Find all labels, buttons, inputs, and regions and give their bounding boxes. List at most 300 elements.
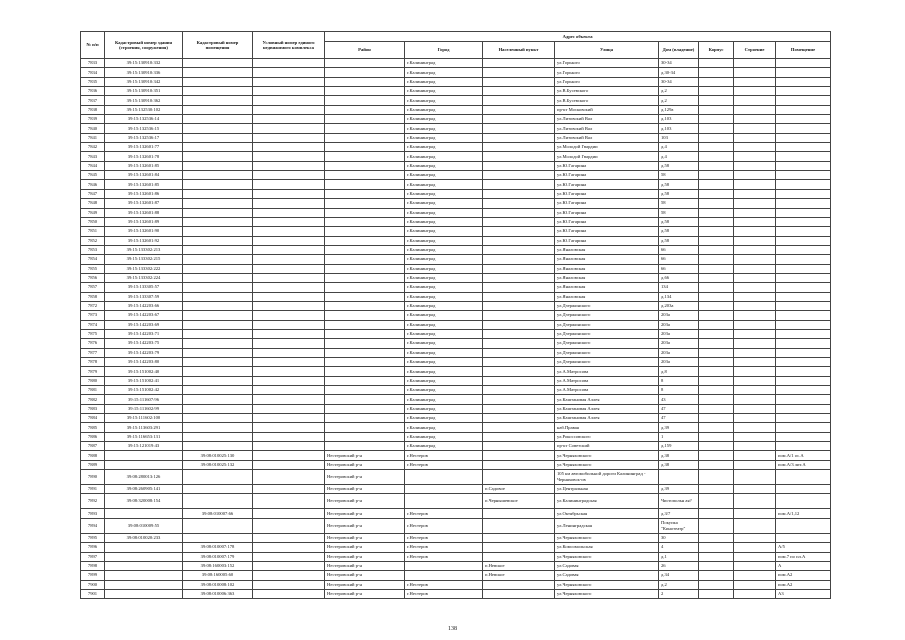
street-cell: ул.Черняховского [555,460,659,469]
cad-room-cell [183,227,253,236]
korpus-cell [699,283,734,292]
korpus-cell [699,552,734,561]
cad-building-cell: 39:15:151002:42 [105,386,183,395]
street-cell: ул.Литовский Вал [555,133,659,142]
table-row [81,414,831,423]
cad-building-cell [105,509,183,518]
street-cell: ул.Горького [555,77,659,86]
table-row [81,518,831,533]
settlement-cell [483,124,555,133]
district-cell [325,152,405,161]
settlement-cell [483,358,555,367]
district-cell [325,245,405,254]
cad-room-cell [183,152,253,161]
cond-complex-cell [253,245,325,254]
room-cell [776,115,831,124]
cad-room-cell [183,358,253,367]
row-num-cell: 7888 [81,451,105,460]
header-district: Район [325,42,405,59]
cond-complex-cell [253,543,325,552]
settlement-cell [483,161,555,170]
cad-building-cell: 39:15:142203:79 [105,348,183,357]
building-cell [734,571,776,580]
korpus-cell [699,77,734,86]
header-num: № п/п [81,32,105,59]
building-cell [734,115,776,124]
street-cell: ул.Ю.Гагарина [555,227,659,236]
cond-complex-cell [253,255,325,264]
row-num-cell: 7884 [81,414,105,423]
cad-building-cell: 39:15:130910:362 [105,96,183,105]
table-row [81,580,831,589]
cond-complex-cell [253,236,325,245]
table-row [81,589,831,598]
korpus-cell [699,367,734,376]
cad-building-cell [105,580,183,589]
cad-building-cell: 39:15:132601:77 [105,143,183,152]
street-cell: ул.А.Матросова [555,386,659,395]
district-cell: Нестеровский р-н [325,571,405,580]
building-cell [734,96,776,105]
row-num-cell: 7838 [81,105,105,114]
street-cell: ул.А.Матросова [555,367,659,376]
city-cell: г.Калининград [405,273,483,282]
city-cell: г.Калининград [405,329,483,338]
korpus-cell [699,143,734,152]
korpus-cell [699,533,734,542]
cad-room-cell [183,533,253,542]
building-cell [734,320,776,329]
room-cell [776,236,831,245]
settlement-cell [483,518,555,533]
city-cell: г.Калининград [405,423,483,432]
cad-building-cell: 39:15:133302:224 [105,273,183,282]
house-cell: 26 [659,561,699,570]
cond-complex-cell [253,227,325,236]
settlement-cell [483,245,555,254]
cad-room-cell [183,264,253,273]
cad-building-cell: 39:15:111602:99 [105,404,183,413]
district-cell [325,115,405,124]
district-cell [325,273,405,282]
house-cell: 30-34 [659,59,699,68]
settlement-cell [483,533,555,542]
korpus-cell [699,87,734,96]
cad-room-cell [183,96,253,105]
building-cell [734,199,776,208]
cad-room-cell: 39:08:010007:66 [183,509,253,518]
cond-complex-cell [253,509,325,518]
cad-room-cell: 39:08:160003:152 [183,561,253,570]
building-cell [734,348,776,357]
building-cell [734,367,776,376]
cond-complex-cell [253,189,325,198]
settlement-cell [483,339,555,348]
row-num-cell: 7875 [81,329,105,338]
cad-building-cell: 39:15:132601:85 [105,180,183,189]
district-cell [325,414,405,423]
cad-room-cell: 39:08:010007:178 [183,543,253,552]
building-cell [734,208,776,217]
house-cell: д.2 [659,87,699,96]
city-cell: г.Калининград [405,124,483,133]
room-cell [776,264,831,273]
house-cell: д.34 [659,571,699,580]
korpus-cell [699,255,734,264]
room-cell [776,339,831,348]
korpus-cell [699,339,734,348]
cad-building-cell: 39:15:132601:78 [105,152,183,161]
room-cell [776,386,831,395]
room-cell: пом.А/1,12 [776,509,831,518]
room-cell [776,395,831,404]
district-cell [325,395,405,404]
city-cell: г.Калининград [405,143,483,152]
street-cell: ул.Литовский Вал [555,115,659,124]
street-cell: ул.Ю.Гагарина [555,189,659,198]
table-row [81,460,831,469]
korpus-cell [699,311,734,320]
city-cell: г.Калининград [405,442,483,451]
cad-room-cell: 39:08:010025:130 [183,451,253,460]
room-cell: А [776,561,831,570]
house-cell: д.129а [659,105,699,114]
room-cell [776,87,831,96]
settlement-cell [483,460,555,469]
korpus-cell [699,358,734,367]
table-row [81,171,831,180]
cond-complex-cell [253,292,325,301]
city-cell: г.Калининград [405,432,483,441]
cad-room-cell [183,171,253,180]
cad-room-cell [183,236,253,245]
room-cell [776,217,831,226]
cad-building-cell: 39:15:142203:75 [105,339,183,348]
building-cell [734,460,776,469]
row-num-cell: 7900 [81,580,105,589]
building-cell [734,395,776,404]
cad-building-cell [105,589,183,598]
table-row [81,189,831,198]
room-cell [776,133,831,142]
cad-room-cell [183,301,253,310]
table-row [81,59,831,68]
cond-complex-cell [253,152,325,161]
building-cell [734,217,776,226]
settlement-cell: п.Невское [483,561,555,570]
table-row [81,395,831,404]
cond-complex-cell [253,485,325,494]
korpus-cell [699,124,734,133]
street-cell: ул.А.Матросова [555,376,659,385]
header-street: Улица [555,42,659,59]
district-cell [325,180,405,189]
settlement-cell [483,376,555,385]
cond-complex-cell [253,423,325,432]
cad-room-cell [183,470,253,485]
row-num-cell: 7853 [81,245,105,254]
korpus-cell [699,485,734,494]
cad-building-cell: 39:15:142203:71 [105,329,183,338]
cond-complex-cell [253,133,325,142]
building-cell [734,386,776,395]
row-num-cell: 7874 [81,320,105,329]
korpus-cell [699,460,734,469]
row-num-cell: 7842 [81,143,105,152]
cond-complex-cell [253,348,325,357]
korpus-cell [699,414,734,423]
cond-complex-cell [253,301,325,310]
room-cell [776,245,831,254]
korpus-cell [699,208,734,217]
district-cell [325,77,405,86]
city-cell: г.Нестеров [405,533,483,542]
room-cell [776,77,831,86]
korpus-cell [699,152,734,161]
city-cell: г.Калининград [405,161,483,170]
cad-building-cell: 39:15:132601:89 [105,217,183,226]
district-cell [325,105,405,114]
city-cell: г.Калининград [405,217,483,226]
table-row [81,124,831,133]
district-cell [325,423,405,432]
city-cell [405,485,483,494]
house-cell: 66 [659,255,699,264]
district-cell: Нестеровский р-н [325,494,405,509]
building-cell [734,329,776,338]
cad-room-cell [183,199,253,208]
korpus-cell [699,59,734,68]
table-row [81,339,831,348]
cond-complex-cell [253,386,325,395]
korpus-cell [699,171,734,180]
cond-complex-cell [253,395,325,404]
district-cell: Нестеровский р-н [325,509,405,518]
korpus-cell [699,543,734,552]
room-cell [776,283,831,292]
building-cell [734,255,776,264]
room-cell [776,96,831,105]
cad-room-cell [183,245,253,254]
header-building: Строение [734,42,776,59]
room-cell [776,432,831,441]
cond-complex-cell [253,320,325,329]
city-cell: г.Калининград [405,115,483,124]
room-cell [776,273,831,282]
house-cell: 2 [659,589,699,598]
street-cell: ул.Ю.Гагарина [555,161,659,170]
settlement-cell [483,152,555,161]
table-row [81,105,831,114]
cad-room-cell: 39:08:010008:102 [183,580,253,589]
cad-room-cell [183,255,253,264]
cad-room-cell [183,180,253,189]
street-cell: ул.Каштановая Аллея [555,414,659,423]
city-cell: г.Калининград [405,87,483,96]
row-num-cell: 7833 [81,59,105,68]
room-cell [776,376,831,385]
row-num-cell: 7857 [81,283,105,292]
settlement-cell [483,105,555,114]
cad-room-cell: 39:08:160005:60 [183,571,253,580]
cond-complex-cell [253,561,325,570]
room-cell [776,311,831,320]
cad-room-cell [183,283,253,292]
street-cell: ул.Ю.Гагарина [555,199,659,208]
house-cell: 30-34 [659,77,699,86]
house-cell: д.2 [659,580,699,589]
street-cell: ул.Яналовская [555,283,659,292]
cad-building-cell: 39:15:142203:80 [105,358,183,367]
street-cell: ул.Октябрьская [555,509,659,518]
city-cell: г.Калининград [405,208,483,217]
settlement-cell [483,208,555,217]
cond-complex-cell [253,161,325,170]
city-cell: г.Калининград [405,245,483,254]
building-cell [734,301,776,310]
district-cell: Нестеровский р-н [325,518,405,533]
city-cell [405,561,483,570]
house-cell: д.159 [659,442,699,451]
cad-room-cell [183,87,253,96]
district-cell [325,348,405,357]
building-cell [734,589,776,598]
cond-complex-cell [253,552,325,561]
table-row [81,208,831,217]
street-cell: пр-кт Советский [555,442,659,451]
cond-complex-cell [253,329,325,338]
district-cell [325,404,405,413]
settlement-cell [483,329,555,338]
cad-room-cell: 39:08:010006:363 [183,589,253,598]
cad-building-cell: 39:15:130910:336 [105,68,183,77]
settlement-cell [483,414,555,423]
table-row [81,367,831,376]
street-cell: ул.Ю.Гагарина [555,236,659,245]
row-num-cell: 7850 [81,217,105,226]
settlement-cell [483,96,555,105]
cad-room-cell [183,133,253,142]
district-cell [325,283,405,292]
district-cell [325,320,405,329]
street-cell: ул.Дзержинского [555,329,659,338]
room-cell: пом.7 по пл.А [776,552,831,561]
district-cell: Нестеровский р-н [325,451,405,460]
building-cell [734,311,776,320]
district-cell: Нестеровский р-н [325,485,405,494]
house-cell: д.58 [659,161,699,170]
house-cell: 203а [659,311,699,320]
settlement-cell [483,348,555,357]
street-cell: ул.Каштановая Аллея [555,395,659,404]
settlement-cell [483,77,555,86]
cad-building-cell: 39:15:151002:41 [105,376,183,385]
row-num-cell: 7879 [81,367,105,376]
city-cell: г.Нестеров [405,451,483,460]
settlement-cell [483,301,555,310]
korpus-cell [699,105,734,114]
street-cell: ул.Дзержинского [555,301,659,310]
cond-complex-cell [253,115,325,124]
district-cell [325,301,405,310]
room-cell [776,358,831,367]
korpus-cell [699,217,734,226]
city-cell: г.Калининград [405,292,483,301]
cad-building-cell: 39:15:130910:332 [105,59,183,68]
city-cell: г.Калининград [405,77,483,86]
house-cell: д.58 [659,227,699,236]
street-cell: ул.Яналовская [555,292,659,301]
table-row [81,133,831,142]
city-cell: г.Нестеров [405,543,483,552]
district-cell [325,376,405,385]
city-cell: г.Калининград [405,367,483,376]
settlement-cell [483,133,555,142]
house-cell: 103 [659,133,699,142]
table-row [81,533,831,542]
cond-complex-cell [253,367,325,376]
settlement-cell [483,442,555,451]
building-cell [734,339,776,348]
row-num-cell: 7835 [81,77,105,86]
house-cell [659,470,699,485]
room-cell [776,143,831,152]
street-cell: ул.Комсомольская [555,543,659,552]
street-cell: ул.Садовая [555,571,659,580]
header-settlement: Населенный пункт [483,42,555,59]
row-num-cell: 7836 [81,87,105,96]
building-cell [734,423,776,432]
row-num-cell: 7890 [81,470,105,485]
cond-complex-cell [253,518,325,533]
settlement-cell [483,87,555,96]
table-row [81,227,831,236]
house-cell: д.38 [659,451,699,460]
cond-complex-cell [253,414,325,423]
street-cell: ул.Горького [555,68,659,77]
row-num-cell: 7899 [81,571,105,580]
house-cell: 66 [659,245,699,254]
street-cell: ул.Яналовская [555,245,659,254]
street-cell: ул.Ю.Гагарина [555,208,659,217]
row-num-cell: 7896 [81,543,105,552]
building-cell [734,143,776,152]
street-cell: ул.Ленинградская [555,518,659,533]
row-num-cell: 7858 [81,292,105,301]
street-cell: ул.Молодой Гвардии [555,143,659,152]
room-cell [776,292,831,301]
korpus-cell [699,451,734,460]
building-cell [734,180,776,189]
street-cell: ул.Дзержинского [555,339,659,348]
city-cell: г.Нестеров [405,518,483,533]
street-cell: ул.Дзержинского [555,320,659,329]
cad-room-cell [183,292,253,301]
korpus-cell [699,115,734,124]
cad-building-cell: 39:15:113603:291 [105,423,183,432]
header-cad-building: Кадастровый номер здания (строения, сооружения) [105,32,183,59]
row-num-cell: 7840 [81,124,105,133]
cond-complex-cell [253,208,325,217]
korpus-cell [699,68,734,77]
cad-room-cell: 39:08:010007:179 [183,552,253,561]
row-num-cell: 7872 [81,301,105,310]
street-cell: ул.Рокоссовского [555,432,659,441]
korpus-cell [699,96,734,105]
settlement-cell [483,552,555,561]
cad-room-cell [183,442,253,451]
building-cell [734,533,776,542]
